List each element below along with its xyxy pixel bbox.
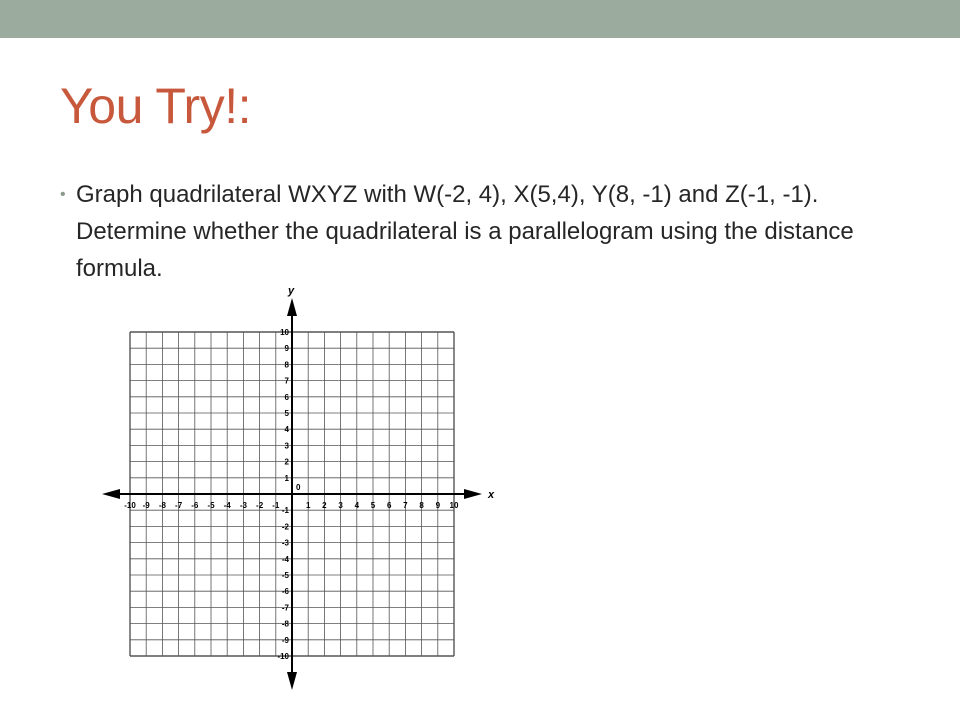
y-tick-label: 5	[284, 409, 289, 418]
axes	[102, 298, 482, 690]
y-tick-label: -9	[281, 635, 289, 645]
bullet-dot-icon: •	[60, 186, 66, 203]
x-axis-label: x	[488, 489, 495, 501]
tick-labels	[124, 285, 495, 661]
y-tick-label: -7	[281, 603, 289, 613]
x-axis-left-arrow-icon	[102, 489, 120, 499]
x-tick-label: 10	[449, 501, 459, 510]
x-tick-label: 2	[322, 501, 327, 510]
x-tick-label: -10	[124, 501, 136, 510]
y-tick-label: 2	[284, 457, 289, 467]
y-tick-label: -4	[281, 554, 289, 564]
x-tick-label: -1	[272, 501, 280, 510]
y-tick-label: -6	[281, 587, 289, 597]
x-tick-label: -8	[158, 501, 166, 510]
x-tick-label: -4	[223, 501, 231, 510]
coordinate-grid	[90, 285, 500, 696]
y-tick-label: 7	[284, 376, 289, 386]
x-tick-label: 7	[403, 501, 408, 510]
x-axis-right-arrow-icon	[464, 489, 482, 499]
x-tick-label: 1	[305, 501, 311, 510]
x-tick-label: -2	[256, 501, 264, 510]
y-tick-label: 9	[284, 344, 289, 354]
x-tick-label: -3	[239, 501, 247, 510]
y-tick-label: 4	[284, 425, 289, 435]
y-tick-label: 1	[284, 473, 289, 483]
top-accent-bar	[0, 0, 960, 38]
y-axis-up-arrow-icon	[287, 298, 297, 316]
y-tick-label: 3	[284, 441, 289, 451]
y-tick-label: -1	[281, 506, 289, 516]
bullet-item	[60, 176, 900, 287]
x-tick-label: 8	[419, 501, 424, 510]
x-tick-label: -7	[175, 501, 183, 510]
x-tick-label: -6	[191, 501, 199, 510]
y-axis-label: y	[288, 285, 295, 297]
y-tick-label: -5	[281, 571, 289, 580]
y-axis-down-arrow-icon	[287, 672, 297, 690]
y-tick-label: -10	[277, 652, 289, 661]
origin-label: 0	[296, 483, 301, 492]
x-tick-label: 5	[370, 501, 376, 510]
y-tick-label: 10	[280, 328, 289, 337]
x-tick-label: 6	[386, 501, 392, 510]
y-tick-label: -8	[281, 619, 289, 629]
y-tick-label: -2	[281, 522, 289, 532]
x-tick-label: 3	[338, 501, 343, 510]
slide-title: You Try!:	[60, 78, 251, 134]
bullet-text: Graph quadrilateral WXYZ with W(-2, 4), X(5,4), Y(8, -1) and Z(-1, -1). Determine whether the quadrilateral is a parallelogram using the distance formula.	[76, 181, 854, 282]
y-tick-label: 8	[284, 360, 289, 370]
y-tick-label: 6	[284, 392, 289, 402]
x-tick-label: 9	[435, 501, 441, 510]
bullet-list	[60, 176, 900, 287]
x-tick-label: -5	[207, 501, 215, 510]
x-tick-label: -9	[142, 501, 150, 510]
y-tick-label: -3	[281, 538, 289, 548]
x-tick-label: 4	[354, 501, 360, 510]
